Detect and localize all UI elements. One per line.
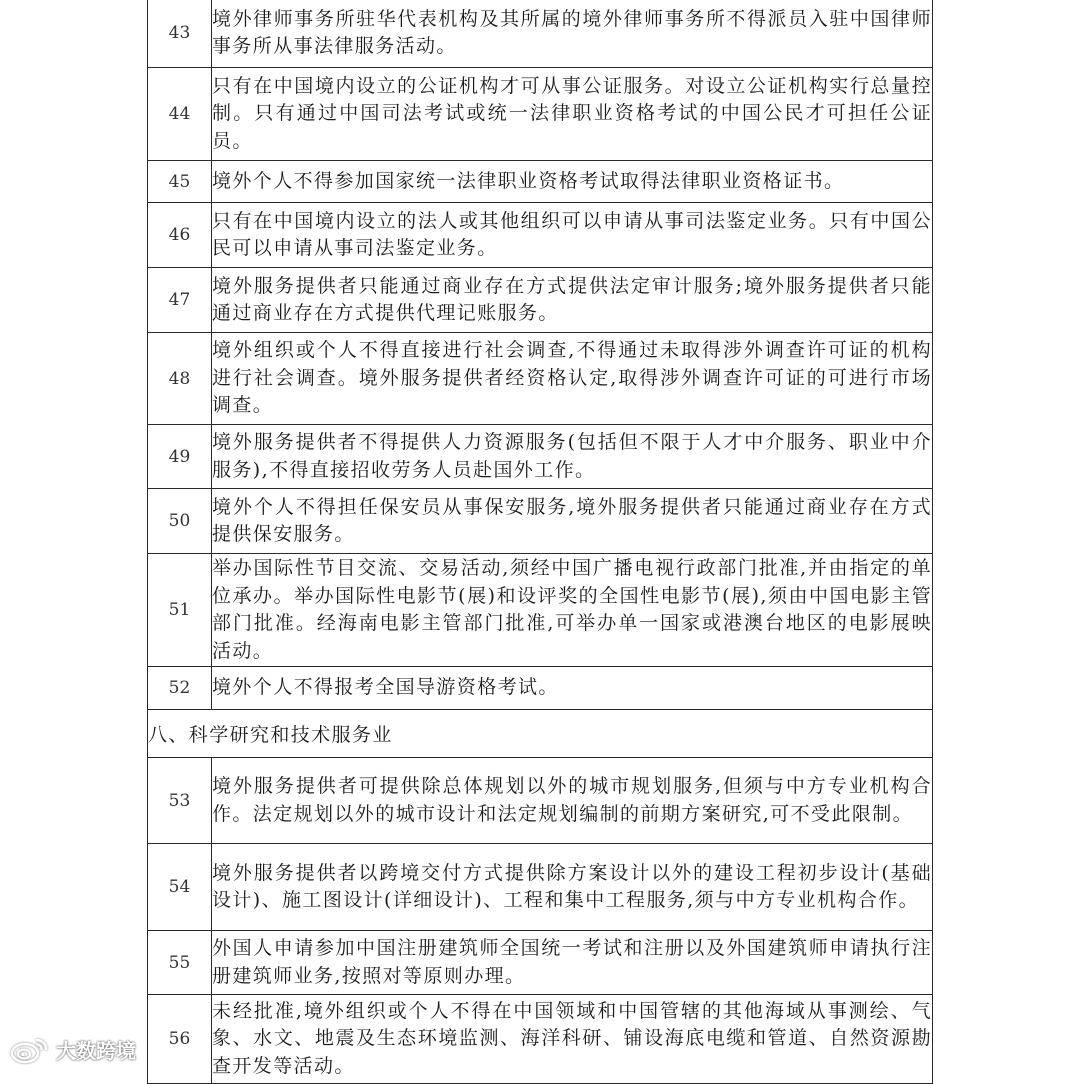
- row-number: 44: [148, 68, 212, 161]
- weibo-logo-icon: [10, 1036, 50, 1064]
- row-number: 45: [148, 161, 212, 203]
- row-text: 只有在中国境内设立的法人或其他组织可以申请从事司法鉴定业务。只有中国公民可以申请从事司法鉴定业务。: [212, 203, 933, 268]
- row-number: 56: [148, 995, 212, 1084]
- table-row: [148, 161, 933, 203]
- row-text: 境外服务提供者只能通过商业存在方式提供法定审计服务;境外服务提供者只能通过商业存在方式提供代理记账服务。: [212, 268, 933, 333]
- row-text: 境外律师事务所驻华代表机构及其所属的境外律师事务所不得派员入驻中国律师事务所从事法律服务活动。: [212, 0, 933, 68]
- row-number: 55: [148, 931, 212, 995]
- row-text: 境外个人不得担任保安员从事保安服务,境外服务提供者只能通过商业存在方式提供保安服务。: [212, 489, 933, 554]
- table-row: [148, 844, 933, 931]
- row-number: 51: [148, 554, 212, 667]
- section-title: 八、科学研究和技术服务业: [148, 710, 933, 758]
- row-number: 53: [148, 758, 212, 844]
- row-text: 境外个人不得报考全国导游资格考试。: [212, 667, 933, 710]
- table-row: [148, 995, 933, 1084]
- table-row: [148, 0, 933, 68]
- row-number: 52: [148, 667, 212, 710]
- row-number: 50: [148, 489, 212, 554]
- row-text: 举办国际性节目交流、交易活动,须经中国广播电视行政部门批准,并由指定的单位承办。举办国际性电影节(展)和设评奖的全国性电影节(展),须由中国电影主管部门批准。经海南电影主管部门批准,可举办单一国家或港澳台地区的电影展映活动。: [212, 554, 933, 667]
- row-number: 49: [148, 425, 212, 489]
- table-row: [148, 554, 933, 667]
- row-number: 47: [148, 268, 212, 333]
- row-text: 境外组织或个人不得直接进行社会调查,不得通过未取得涉外调查许可证的机构进行社会调查。境外服务提供者经资格认定,取得涉外调查许可证的可进行市场调查。: [212, 333, 933, 425]
- table-row: [148, 489, 933, 554]
- row-number: 46: [148, 203, 212, 268]
- table-row: [148, 268, 933, 333]
- regulation-table: [147, 0, 933, 1084]
- row-text: 境外服务提供者不得提供人力资源服务(包括但不限于人才中介服务、职业中介服务),不得直接招收劳务人员赴国外工作。: [212, 425, 933, 489]
- row-number: 48: [148, 333, 212, 425]
- table-row: [148, 667, 933, 710]
- row-text: 境外服务提供者以跨境交付方式提供除方案设计以外的建设工程初步设计(基础设计)、施工图设计(详细设计)、工程和集中工程服务,须与中方专业机构合作。: [212, 844, 933, 931]
- table-row: [148, 68, 933, 161]
- row-text: 境外服务提供者可提供除总体规划以外的城市规划服务,但须与中方专业机构合作。法定规划以外的城市设计和法定规划编制的前期方案研究,可不受此限制。: [212, 758, 933, 844]
- row-number: 43: [148, 0, 212, 68]
- row-text: 只有在中国境内设立的公证机构才可从事公证服务。对设立公证机构实行总量控制。只有通过中国司法考试或统一法律职业资格考试的中国公民才可担任公证员。: [212, 68, 933, 161]
- row-text: 外国人申请参加中国注册建筑师全国统一考试和注册以及外国建筑师申请执行注册建筑师业务,按照对等原则办理。: [212, 931, 933, 995]
- table-row: [148, 425, 933, 489]
- section-header-row: [148, 710, 933, 758]
- watermark-text: 大数跨境: [56, 1039, 136, 1063]
- table-row: [148, 758, 933, 844]
- table-row: [148, 333, 933, 425]
- row-text: 未经批准,境外组织或个人不得在中国领域和中国管辖的其他海域从事测绘、气象、水文、地震及生态环境监测、海洋科研、铺设海底电缆和管道、自然资源勘查开发等活动。: [212, 995, 933, 1084]
- row-number: 54: [148, 844, 212, 931]
- watermark: [10, 1035, 136, 1064]
- row-text: 境外个人不得参加国家统一法律职业资格考试取得法律职业资格证书。: [212, 161, 933, 203]
- table-row: [148, 203, 933, 268]
- table-row: [148, 931, 933, 995]
